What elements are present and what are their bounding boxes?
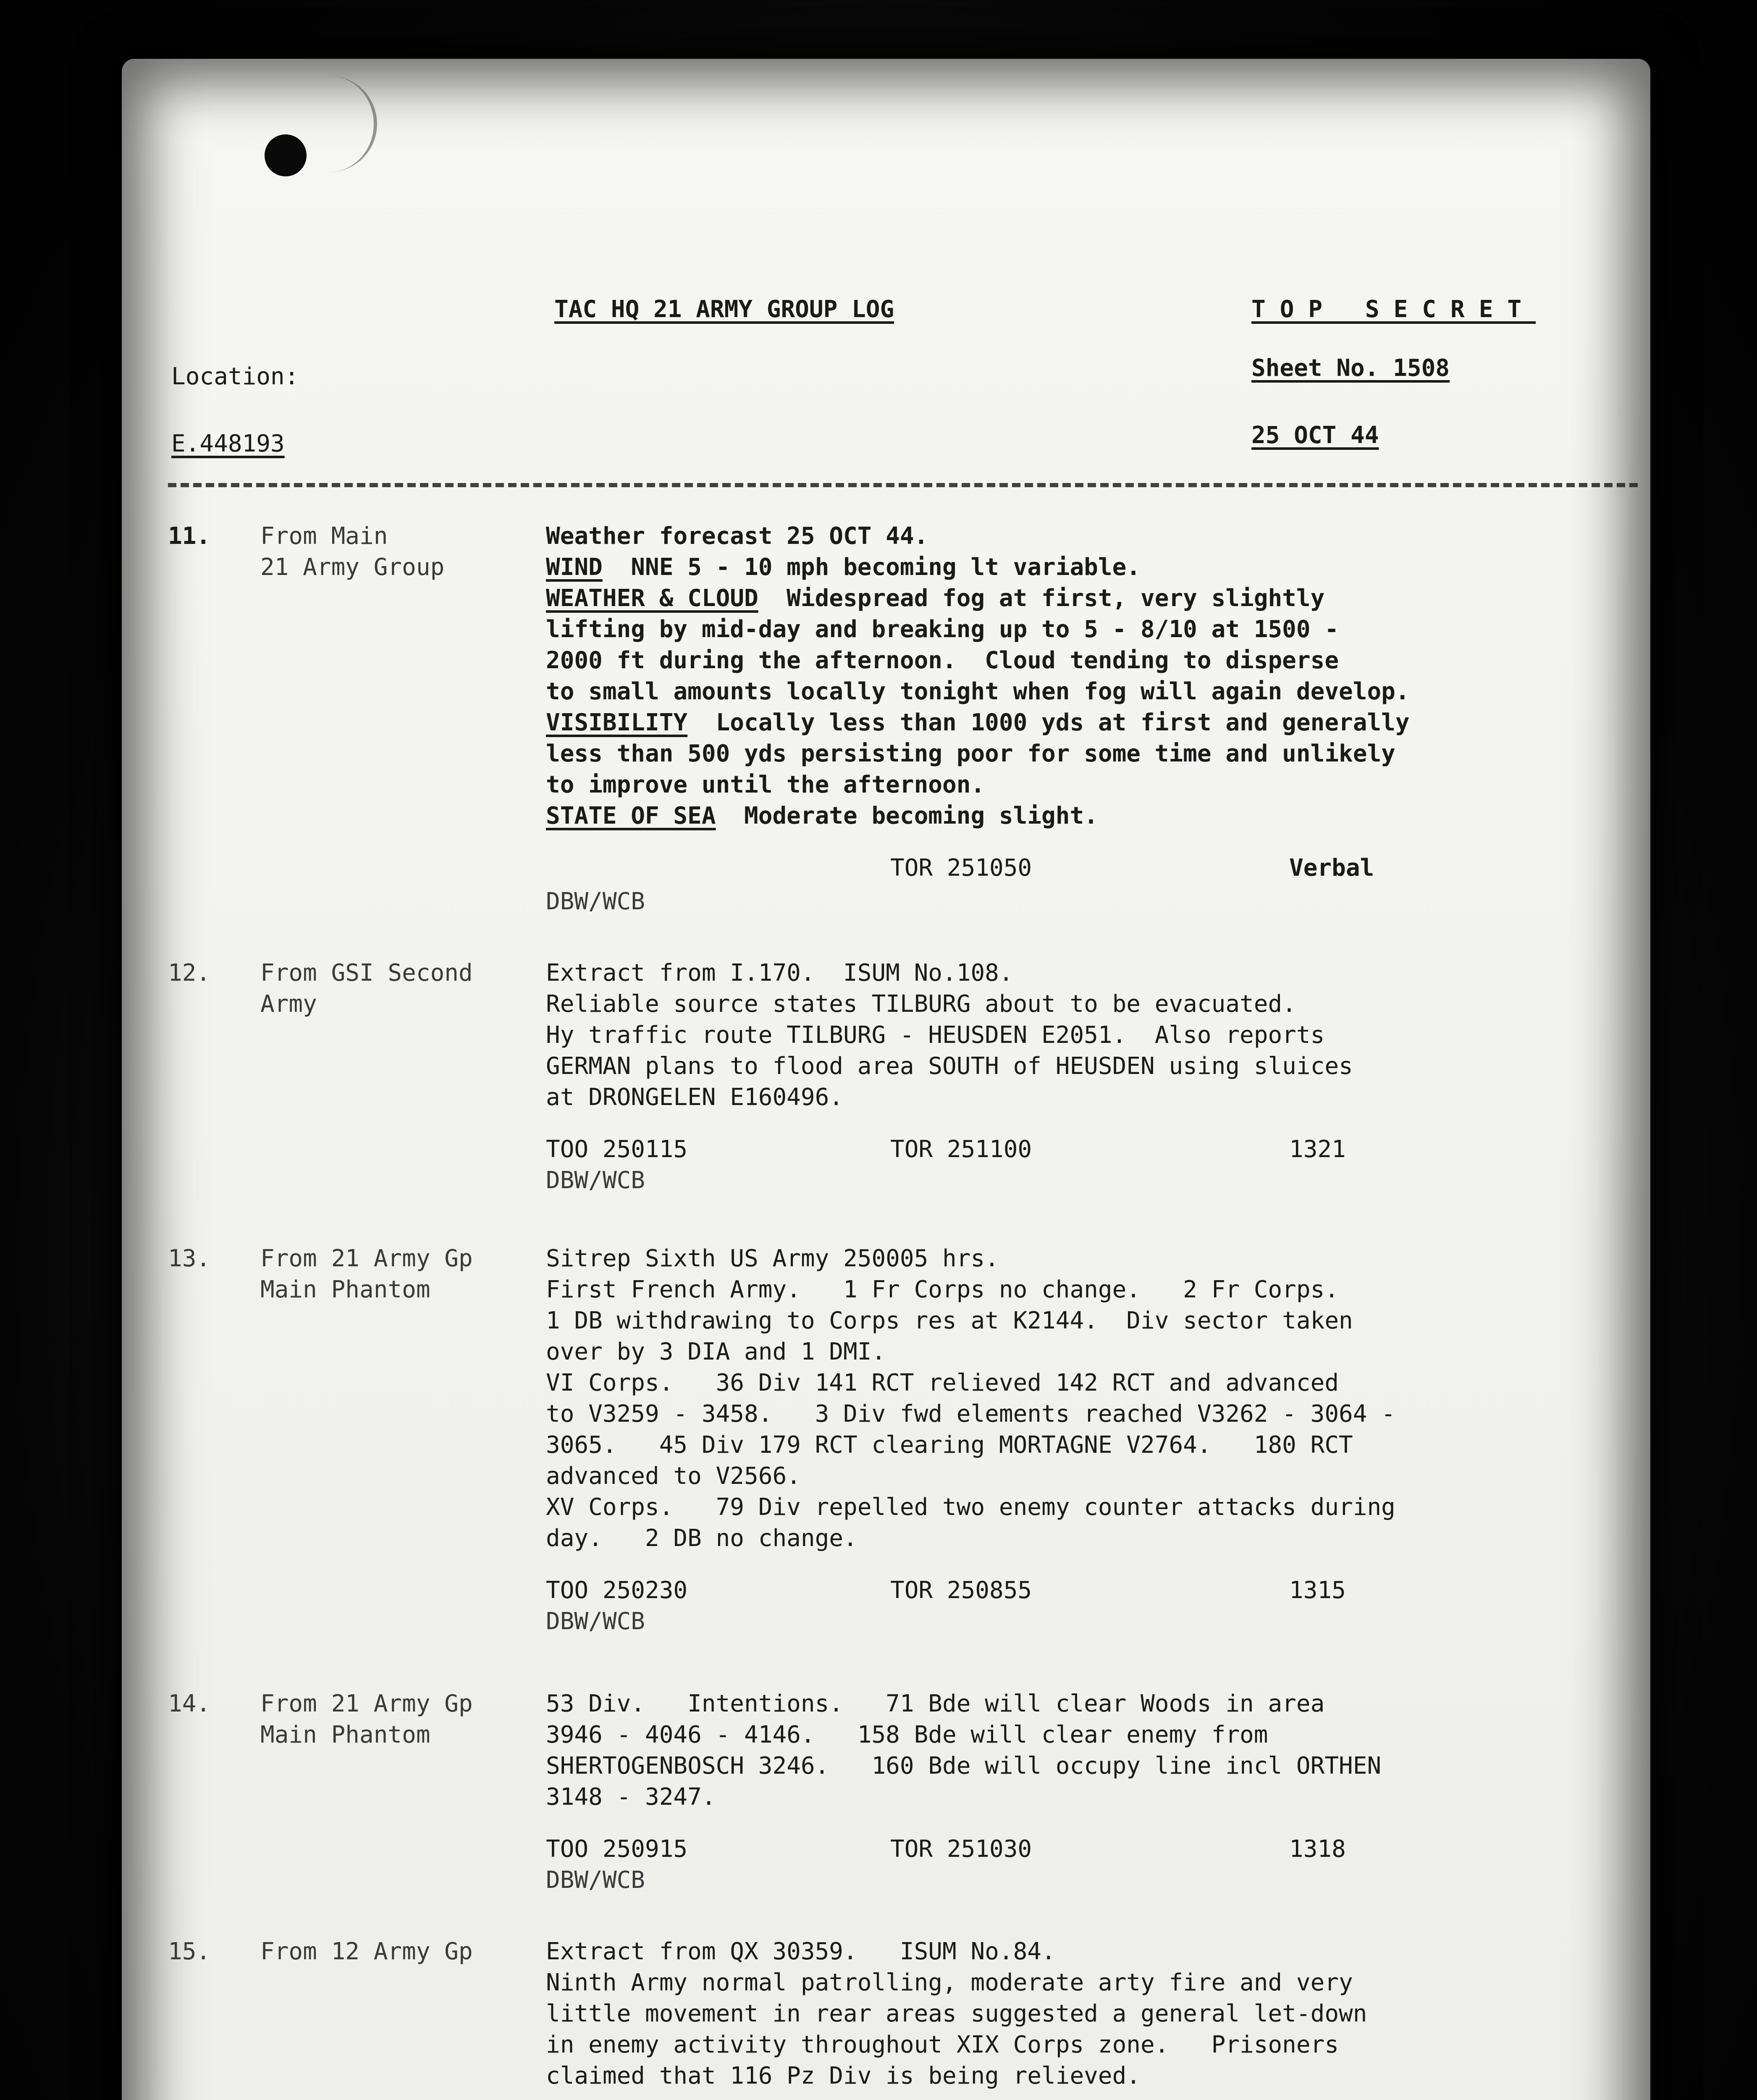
time-of-origin: TOO 250915 [546, 1835, 688, 1863]
text-run: at DRONGELEN E160496. [546, 1084, 844, 1111]
heading-label: STATE OF SEA [546, 802, 716, 830]
entry-text-line [546, 583, 1324, 614]
text-run: GERMAN plans to flood area SOUTH of HEUSDEN using sluices [546, 1053, 1353, 1080]
classification-marking: TOP SECRET [1251, 296, 1536, 323]
entry-text-line [546, 1051, 1353, 1082]
entry-source: Army [260, 990, 317, 1018]
entry-text-line [546, 1305, 1353, 1336]
entry-source: From 12 Army Gp [260, 1938, 473, 1965]
text-run: day. 2 DB no change. [546, 1525, 858, 1552]
text-run: Moderate becoming slight. [716, 802, 1098, 830]
text-run: to V3259 - 3458. 3 Div fwd elements reached V3262 - 3064 - [546, 1400, 1395, 1428]
entry-number: 11. [168, 522, 211, 550]
text-run: to small amounts locally tonight when fog will again develop. [546, 678, 1410, 705]
text-run: to improve until the afternoon. [546, 771, 985, 798]
time-of-receipt: TOR 251050 [890, 854, 1032, 882]
entry-text-line [546, 738, 1395, 769]
entry-number: 12. [168, 959, 211, 987]
entry-text-line [546, 1430, 1353, 1461]
entry-number: 14. [168, 1690, 211, 1717]
entry-text-line [546, 1719, 1268, 1751]
entry-text-line [546, 1998, 1367, 2029]
location-value: E.448193 [171, 430, 285, 457]
sheet-number: Sheet No. 1508 [1251, 354, 1450, 382]
punch-hole [265, 134, 307, 176]
text-run: Weather forecast 25 OCT 44. [546, 522, 928, 550]
operator-initials: DBW/WCB [546, 1167, 645, 1194]
text-run: First French Army. 1 Fr Corps no change. 2 Fr Corps. [546, 1276, 1339, 1303]
text-run: Ninth Army normal patrolling, moderate arty fire and very [546, 1969, 1353, 1996]
entry-text-line [546, 958, 1013, 989]
serial-number: Verbal [1289, 854, 1374, 882]
text-run: SHERTOGENBOSCH 3246. 160 Bde will occupy line incl ORTHEN [546, 1752, 1382, 1780]
entry-number: 13. [168, 1245, 211, 1272]
serial-number: 1315 [1289, 1577, 1346, 1604]
entry-source: From GSI Second [260, 959, 473, 987]
paper-curl [315, 76, 377, 172]
entry-source: Main Phantom [260, 1276, 430, 1303]
entry-text-line [546, 1523, 858, 1554]
time-of-origin: TOO 250115 [546, 1136, 688, 1163]
heading-label: VISIBILITY [546, 709, 688, 736]
entry-text-line [546, 1243, 999, 1274]
entry-text-line [546, 1782, 716, 1813]
entry-text-line [546, 1461, 801, 1492]
text-run: in enemy activity throughout XIX Corps zone. Prisoners [546, 2031, 1339, 2058]
entry-text-line [546, 645, 1339, 676]
entry-text-line [546, 769, 985, 801]
text-run: 2000 ft during the afternoon. Cloud tending to disperse [546, 647, 1339, 674]
entry-text-line [546, 552, 1141, 583]
entry-source: From 21 Army Gp [260, 1245, 473, 1272]
entry-text-line [546, 614, 1339, 645]
entry-source: From Main [260, 522, 388, 550]
text-run: Hy traffic route TILBURG - HEUSDEN E2051. Also reports [546, 1021, 1325, 1049]
time-of-receipt: TOR 251030 [890, 1835, 1032, 1863]
entry-text-line [546, 801, 1098, 832]
text-run: lifting by mid-day and breaking up to 5 - 8/10 at 1500 - [546, 616, 1339, 643]
text-run: 3946 - 4046 - 4146. 158 Bde will clear enemy from [546, 1721, 1268, 1748]
location-label: Location: [171, 363, 299, 390]
entry-text-line [546, 989, 1296, 1020]
entry-text-line [546, 1688, 1324, 1719]
entry-text-line [546, 1274, 1339, 1305]
text-run: 3065. 45 Div 179 RCT clearing MORTAGNE V2764. 180 RCT [546, 1431, 1353, 1459]
entry-text-line [546, 2029, 1339, 2061]
entry-text-line [546, 1492, 1395, 1523]
entry-text-line [546, 1336, 886, 1368]
time-of-receipt: TOR 250855 [890, 1577, 1032, 1604]
entry-text-line [546, 2061, 1141, 2092]
text-run: XV Corps. 79 Div repelled two enemy counter attacks during [546, 1494, 1395, 1521]
text-run: advanced to V2566. [546, 1462, 801, 1490]
entry-text-line [546, 1751, 1381, 1782]
text-run: 1 DB withdrawing to Corps res at K2144. Div sector taken [546, 1307, 1353, 1334]
text-run: Extract from I.170. ISUM No.108. [546, 959, 1013, 987]
serial-number: 1321 [1289, 1136, 1346, 1163]
text-run: claimed that 116 Pz Div is being relieved. [546, 2062, 1141, 2090]
entry-text-line [546, 1368, 1339, 1399]
text-run: VI Corps. 36 Div 141 RCT relieved 142 RCT and advanced [546, 1369, 1339, 1396]
entry-text-line [546, 676, 1410, 707]
entry-text-line [546, 1082, 843, 1113]
header-divider [168, 483, 1638, 492]
heading-label: WIND [546, 554, 603, 581]
operator-initials: DBW/WCB [546, 1866, 645, 1894]
operator-initials: DBW/WCB [546, 1608, 645, 1635]
entry-number: 15. [168, 1938, 211, 1965]
time-of-receipt: TOR 251100 [890, 1136, 1032, 1163]
entry-text-line [546, 1399, 1395, 1430]
text-run: Locally less than 1000 yds at first and generally [687, 709, 1410, 736]
entry-text-line [546, 1020, 1324, 1051]
text-run: 3148 - 3247. [546, 1783, 716, 1811]
entry-text-line [546, 1936, 1056, 1967]
entry-text-line [546, 1967, 1353, 1998]
entry-source: 21 Army Group [260, 554, 445, 581]
entry-text-line [546, 707, 1410, 738]
text-run: little movement in rear areas suggested a general let-down [546, 2000, 1367, 2027]
serial-number: 1318 [1289, 1835, 1346, 1863]
entry-source: Main Phantom [260, 1721, 430, 1748]
text-run: less than 500 yds persisting poor for some time and unlikely [546, 740, 1395, 767]
heading-label: WEATHER & CLOUD [546, 585, 758, 612]
log-sheet [122, 59, 1650, 2100]
text-run: NNE 5 - 10 mph becoming lt variable. [602, 554, 1141, 581]
text-run: Reliable source states TILBURG about to be evacuated. [546, 990, 1296, 1018]
operator-initials: DBW/WCB [546, 888, 645, 915]
entry-source: From 21 Army Gp [260, 1690, 473, 1717]
time-of-origin: TOO 250230 [546, 1577, 688, 1604]
text-run: over by 3 DIA and 1 DMI. [546, 1338, 886, 1365]
text-run: Extract from QX 30359. ISUM No.84. [546, 1938, 1056, 1965]
text-run: Widespread fog at first, very slightly [758, 585, 1325, 612]
text-run: 53 Div. Intentions. 71 Bde will clear Woods in area [546, 1690, 1325, 1717]
text-run: Sitrep Sixth US Army 250005 hrs. [546, 1245, 999, 1272]
log-date: 25 OCT 44 [1251, 422, 1379, 449]
log-title: TAC HQ 21 ARMY GROUP LOG [554, 296, 894, 323]
entry-text-line [546, 521, 928, 552]
